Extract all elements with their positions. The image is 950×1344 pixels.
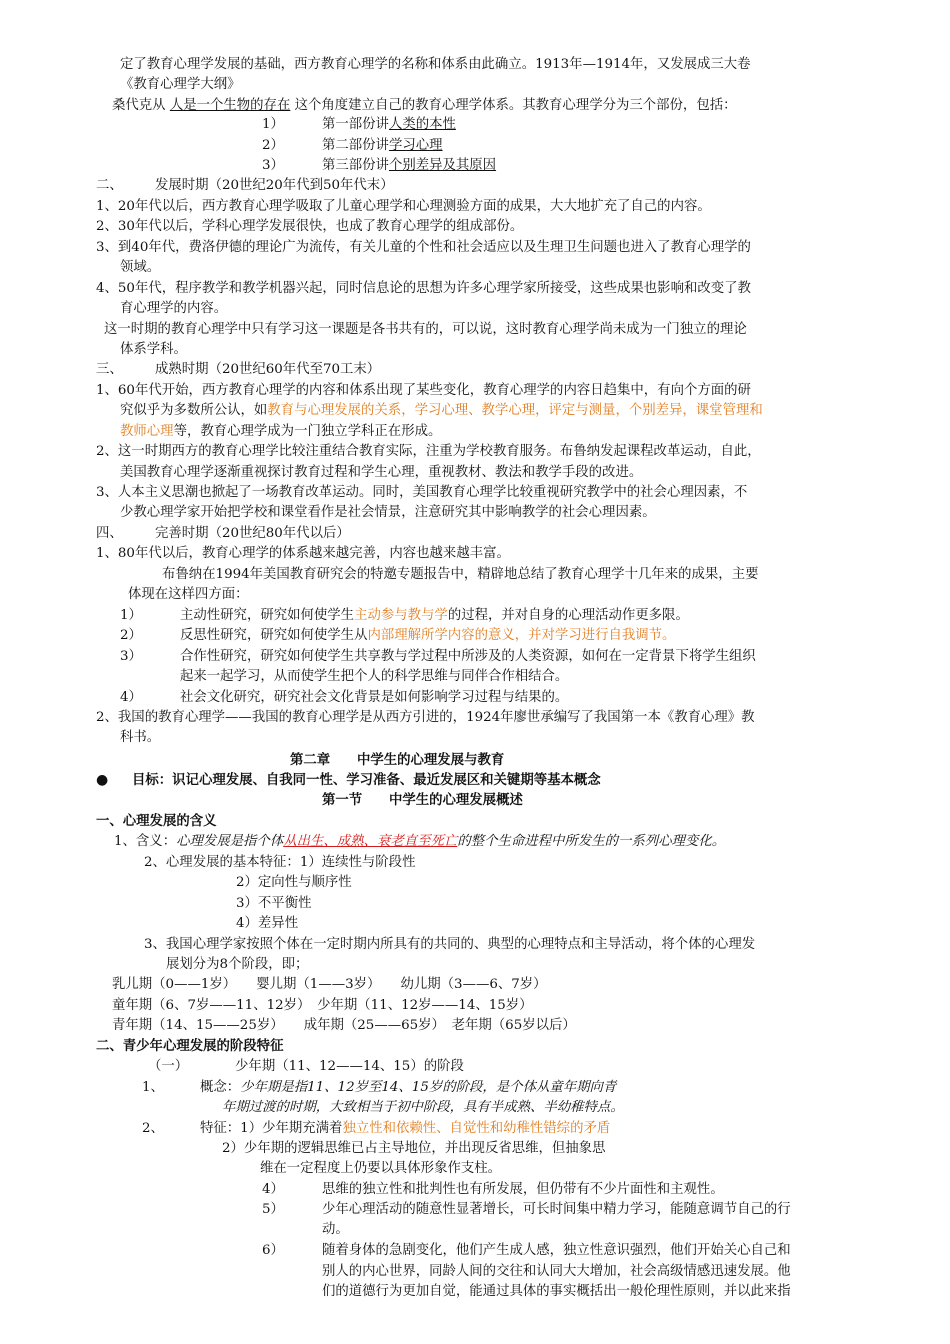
text-line: 2、我国的教育心理学——我国的教育心理学是从西方引进的，1924年廖世承编写了我国第一本《教育心理》教 [96, 710, 755, 725]
section-heading: 成熟时期（20世纪60年代至70工末） [155, 362, 381, 377]
text-line: 《教育心理学大纲》 [120, 77, 241, 92]
text-span: 等，教育心理学成为一门独立学科正在形成。 [173, 424, 442, 439]
subsection-heading: 二、青少年心理发展的阶段特征 [96, 1039, 284, 1054]
red-underlined-term: 从出生、成熟、衰老直至死亡 [283, 834, 458, 849]
text-span: 第二部份讲 [322, 138, 389, 153]
heading-number: 四、 [96, 526, 123, 541]
italic-text: 少年期是指11、12岁至14、15岁的阶段，是个体从童年期向青 [240, 1080, 617, 1095]
age-stage-line: 童年期（6、7岁——11、12岁） 少年期（11、12岁——14、15岁） [112, 998, 533, 1013]
text-line: 展划分为8个阶段，即； [166, 957, 309, 972]
highlighted-text: 独立性和依赖性、自觉性和幼稚性错综的矛盾 [342, 1121, 611, 1136]
text-line: 2）定向性与顺序性 [236, 875, 352, 890]
text-line: 定了教育心理学发展的基础，西方教育心理学的名称和体系由此确立。1913年—1914年，又发展成三大卷 [120, 57, 751, 72]
text-span: 概念： [200, 1080, 241, 1095]
italic-text: 的整个生命进程中所发生的一系列心理变化。 [457, 834, 726, 849]
text-line: 动。 [322, 1222, 349, 1237]
list-item: 社会文化研究，研究社会文化背景是如何影响学习过程与结果的。 [180, 690, 569, 705]
part-3-number: 3） [262, 158, 284, 173]
heading-number: 三、 [96, 362, 123, 377]
text-line: 育心理学的内容。 [120, 301, 228, 316]
text-line: 2、心理发展的基本特征：1）连续性与阶段性 [144, 855, 416, 870]
text-span: 1、含义： [114, 834, 177, 849]
list-item: 思维的独立性和批判性也有所发展，但仍带有不少片面性和主观性。 [322, 1182, 724, 1197]
text-span: 反思性研究，研究如何使学生从 [180, 628, 368, 643]
bullet-icon: ● [96, 772, 109, 788]
text-line: 1、80年代以后，教育心理学的体系越来越完善，内容也越来越丰富。 [96, 546, 510, 561]
part-1-number: 1） [262, 117, 284, 132]
text-line: 2、这一时期西方的教育心理学比较注重结合教育实际，注重为学校教育服务。布鲁纳发起课程改革运动，自此， [96, 444, 761, 459]
list-item [180, 626, 675, 646]
text-span: 桑代克从 [112, 98, 166, 113]
chapter-goal: 目标：识记心理发展、自我同一性、学习准备、最近发展区和关键期等基本概念 [132, 773, 601, 788]
part-1 [322, 115, 456, 135]
list-number: 1） [120, 608, 142, 623]
text-span: 究似乎为多数所公认，如 [120, 403, 268, 418]
highlighted-text: 主动参与教与学 [354, 608, 448, 623]
italic-text: 年期过渡的时期，大致相当于初中阶段，具有半成熟、半幼稚特点。 [222, 1100, 624, 1115]
text-line [120, 401, 763, 421]
list-number: 1、 [142, 1080, 164, 1095]
list-number: 2、 [142, 1121, 164, 1136]
text-line: （一） 少年期（11、12——14、15）的阶段 [148, 1059, 464, 1074]
underlined-term: 个别差异及其原因 [388, 158, 497, 173]
text-line: 别人的内心世界，同龄人间的交往和认同大大增加，社会高级情感迅速发展。他 [322, 1264, 791, 1279]
text-line: 布鲁纳在1994年美国教育研究会的特邀专题报告中，精辟地总结了教育心理学十几年来的成果，主要 [162, 567, 759, 582]
text-line: 们的道德行为更加自觉，能通过具体的事实概括出一般伦理性原则，并以此来指 [322, 1284, 791, 1299]
highlighted-text: 内部理解所学内容的意义，并对学习进行自我调节。 [367, 628, 676, 643]
list-number: 4） [262, 1182, 284, 1197]
age-stage-line: 乳儿期（0——1岁） 婴儿期（1——3岁） 幼儿期（3——6、7岁） [112, 977, 547, 992]
text-line [120, 422, 441, 442]
text-line: 领域。 [120, 260, 161, 275]
text-line [200, 1119, 610, 1139]
text-line: 3）不平衡性 [236, 896, 312, 911]
list-number: 4） [120, 690, 142, 705]
list-number: 2） [120, 628, 142, 643]
italic-text: 心理发展是指个体 [176, 834, 284, 849]
part-3 [322, 156, 496, 176]
highlighted-text: 教育与心理发展的关系，学习心理、教学心理，评定与测量，个别差异，课堂管理和 [267, 403, 763, 418]
text-span: 主动性研究，研究如何使学生 [180, 608, 355, 623]
text-line: 科书。 [120, 730, 161, 745]
list-number: 5） [262, 1202, 284, 1217]
list-item [180, 606, 689, 626]
definition-line [200, 1078, 616, 1098]
underlined-term: 人类的本性 [388, 117, 456, 132]
subsection-heading: 一、心理发展的含义 [96, 814, 217, 829]
text-line: 起来一起学习，从而使学生把个人的科学思维与同伴合作相结合。 [180, 669, 569, 684]
text-line: 体系学科。 [120, 342, 187, 357]
list-number: 6） [262, 1243, 284, 1258]
text-line: 维在一定程度上仍要以具体形象作支柱。 [260, 1161, 502, 1176]
list-item: 合作性研究，研究如何使学生共享教与学过程中所涉及的人类资源，如何在一定背景下将学生组织 [180, 649, 756, 664]
part-2-number: 2） [262, 138, 284, 153]
text-span: 这个角度建立自己的教育心理学体系。其教育心理学分为三个部份，包括： [294, 98, 737, 113]
text-span: 特征：1）少年期充满着 [200, 1121, 343, 1136]
heading-number: 二、 [96, 178, 123, 193]
underlined-term: 人是一个生物的存在 [169, 98, 291, 113]
text-line: 1、60年代开始，西方教育心理学的内容和体系出现了某些变化，教育心理学的内容日趋集中，有向个方面的研 [96, 383, 751, 398]
text-span: 第三部份讲 [322, 158, 389, 173]
list-item: 少年心理活动的随意性显著增长，可长时间集中精力学习，能随意调节自己的行 [322, 1202, 791, 1217]
text-line: 体现在这样四方面： [128, 587, 249, 602]
section-heading: 完善时期（20世纪80年代以后） [155, 526, 350, 541]
text-line: 2、30年代以后，学科心理学发展很快，也成了教育心理学的组成部份。 [96, 219, 524, 234]
chapter-title: 第二章 中学生的心理发展与教育 [290, 753, 505, 768]
text-span: 的过程，并对自身的心理活动作更多限。 [447, 608, 689, 623]
text-line: 4、50年代，程序教学和教学机器兴起，同时信息论的思想为许多心理学家所接受，这些成果也影响和改变了教 [96, 281, 751, 296]
text-line: 美国教育心理学逐渐重视探讨教育过程和学生心理，重视教材、教法和教学手段的改进。 [120, 465, 643, 480]
text-line: 3、我国心理学家按照个体在一定时期内所具有的共同的、典型的心理特点和主导活动，将个体的心理发 [144, 937, 756, 952]
underlined-term: 学习心理 [388, 138, 443, 153]
text-span: 第一部份讲 [322, 117, 389, 132]
text-line: 这一时期的教育心理学中只有学习这一课题是各书共有的，可以说，这时教育心理学尚未成为一门独立的理论 [104, 322, 747, 337]
text-line: 3、到40年代，费洛伊德的理论广为流传，有关儿童的个性和社会适应以及生理卫生问题也进入了教育心理学的 [96, 240, 751, 255]
text-line [112, 96, 737, 116]
definition-line [114, 832, 725, 852]
age-stage-line: 青年期（14、15——25岁） 成年期（25——65岁） 老年期（65岁以后） [112, 1018, 576, 1033]
part-2 [322, 136, 443, 156]
section-title: 第一节 中学生的心理发展概述 [322, 793, 523, 808]
section-heading: 发展时期（20世纪20年代到50年代末） [155, 178, 394, 193]
text-line: 少教心理学家开始把学校和课堂看作是社会情景，注意研究其中影响教学的社会心理因素。 [120, 505, 656, 520]
text-line: 2）少年期的逻辑思维已占主导地位，并出现反省思维，但抽象思 [222, 1141, 606, 1156]
text-line: 4）差异性 [236, 916, 299, 931]
list-item: 随着身体的急剧变化，他们产生成人感，独立性意识强烈，他们开始关心自己和 [322, 1243, 791, 1258]
text-line: 1、20年代以后，西方教育心理学吸取了儿童心理学和心理测验方面的成果，大大地扩充了自己的内容。 [96, 199, 711, 214]
text-line: 3、人本主义思潮也掀起了一场教育改革运动。同时，美国教育心理学比较重视研究教学中的社会心理因素，不 [96, 485, 748, 500]
highlighted-text: 教师心理 [120, 424, 174, 439]
list-number: 3） [120, 649, 142, 664]
